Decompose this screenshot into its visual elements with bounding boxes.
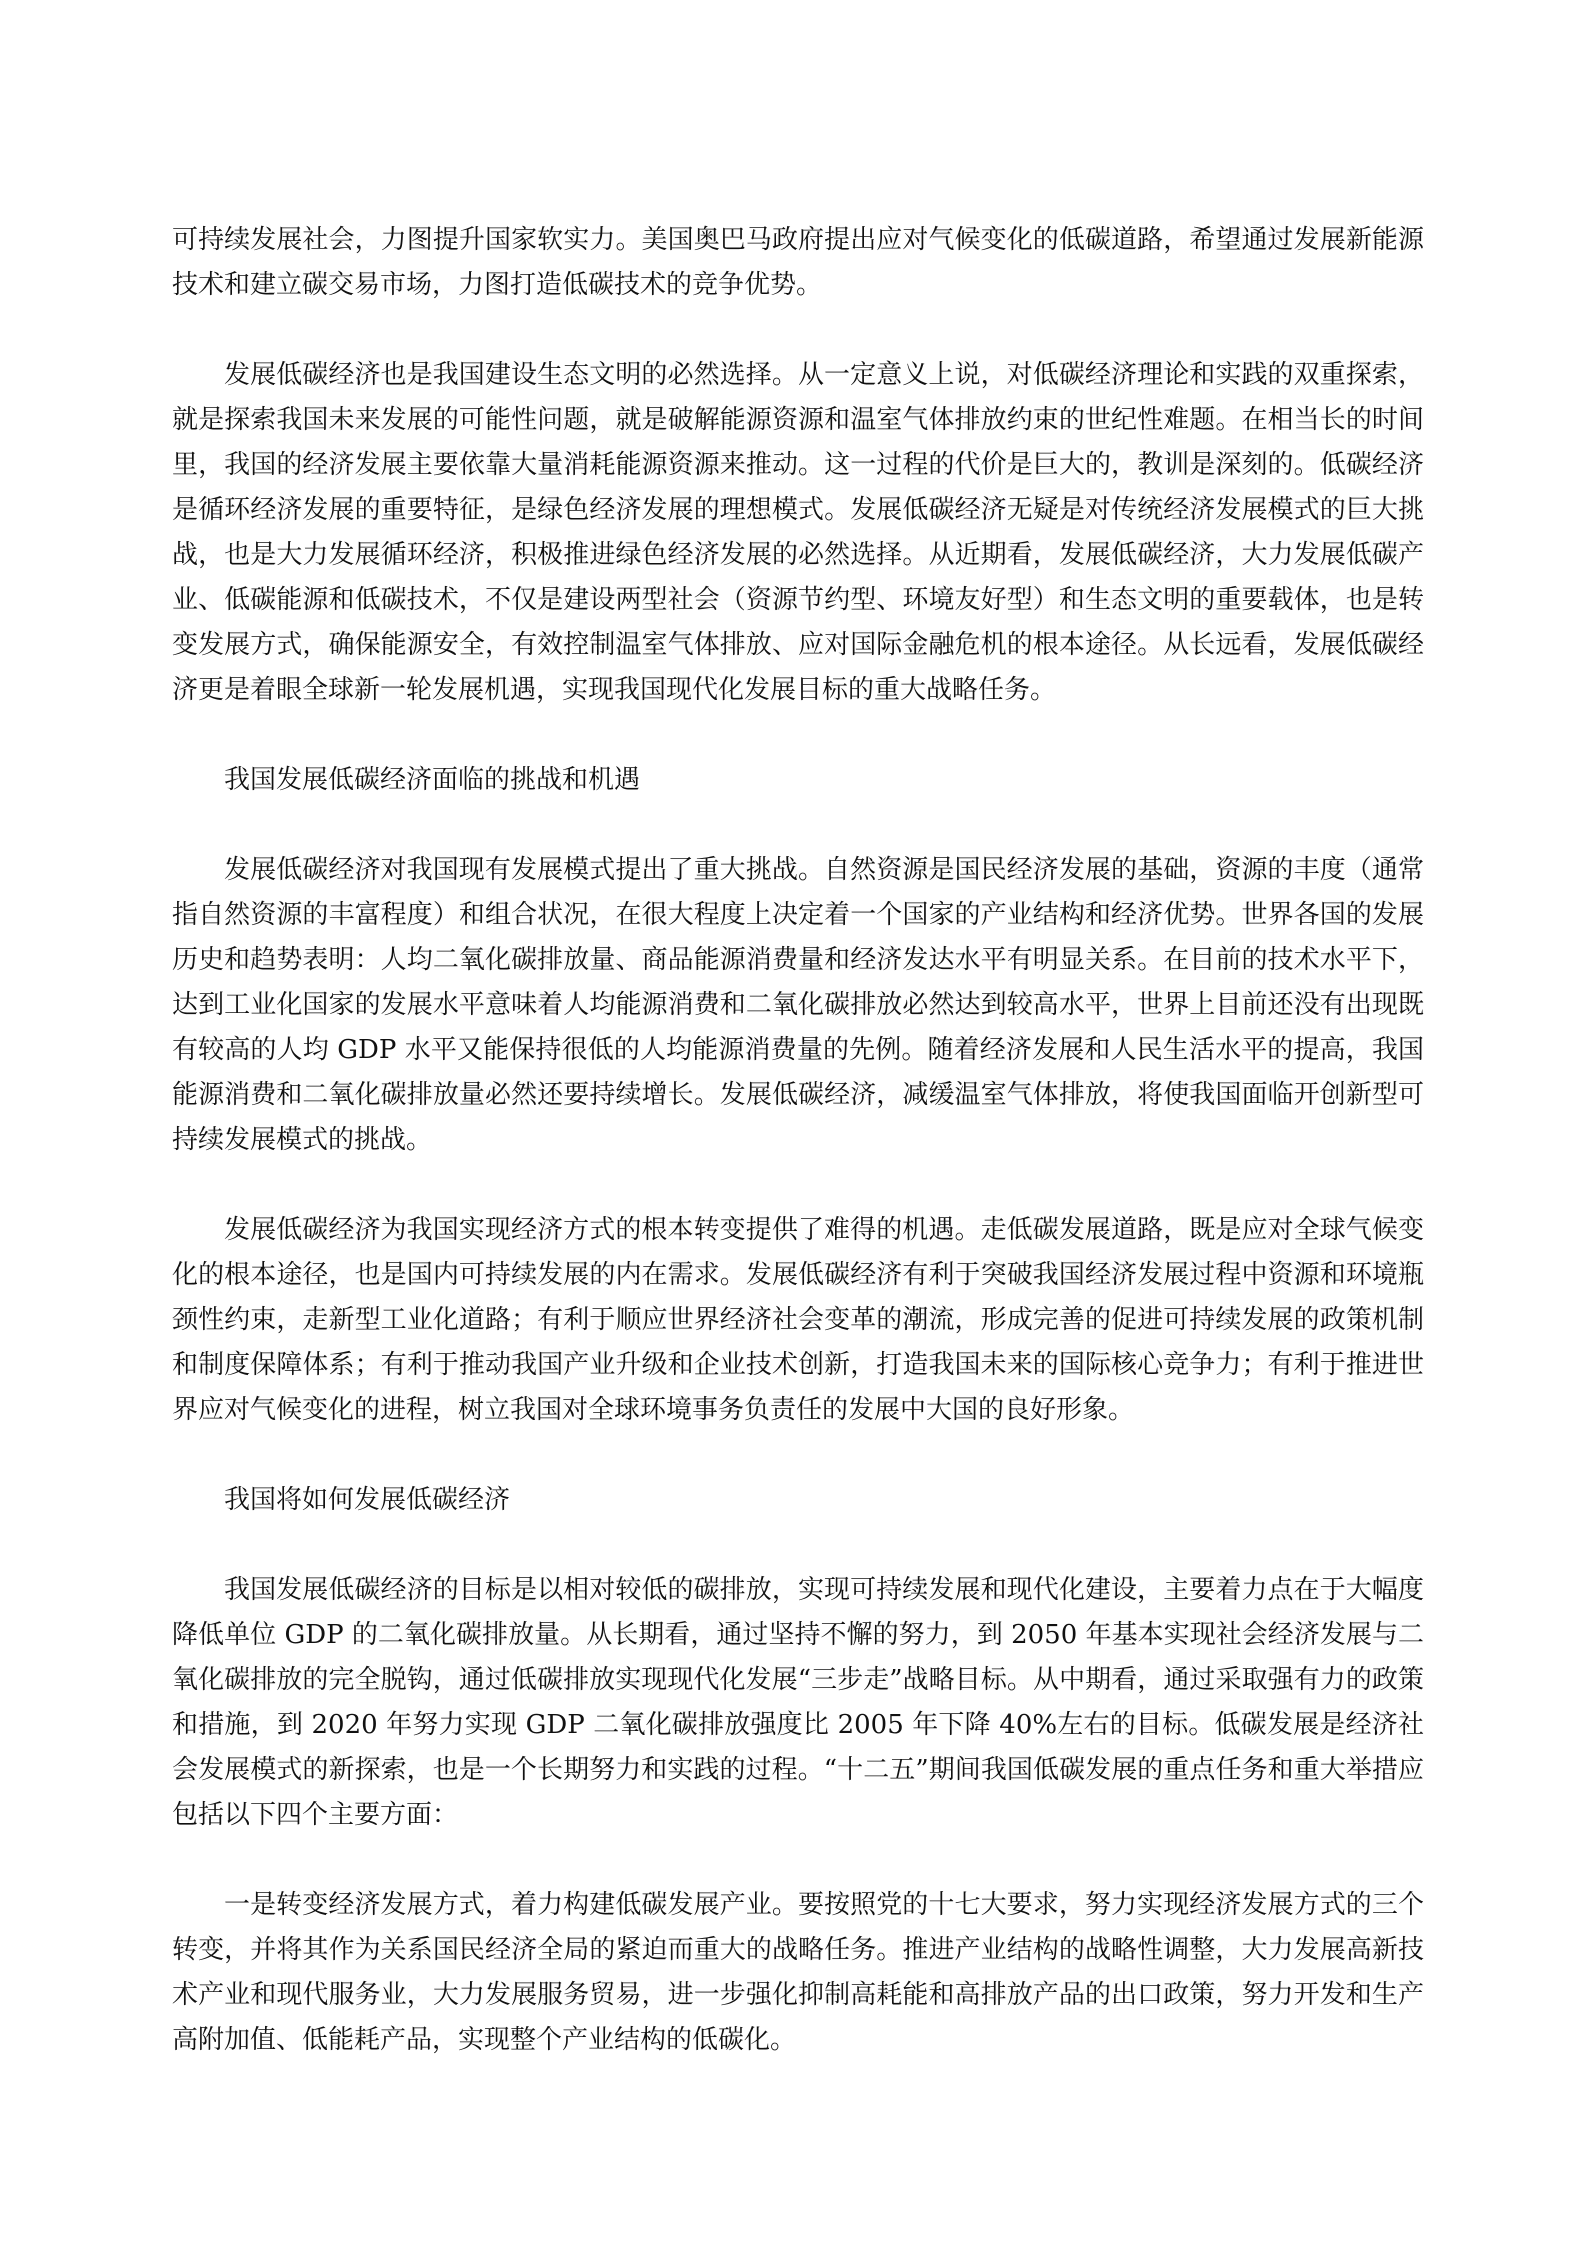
paragraph-goals: 我国发展低碳经济的目标是以相对较低的碳排放，实现可持续发展和现代化建设，主要着力点在于大幅度降低单位 GDP 的二氧化碳排放量。从长期看，通过坚持不懈的努力，到 2050 年基本实现社会经济发展与二氧化碳排放的完全脱钩，通过低碳排放实现现代化发展“三步走”战略目标。从中期看，通过采取强有力的政策和措施，到 2020 年努力实现 GDP 二氧化碳排放强度比 2005 年下降 40%左右的目标。低碳发展是经济社会发展模式的新探索，也是一个长期努力和实践的过程。“十二五”期间我国低碳发展的重点任务和重大举措应包括以下四个主要方面： xyxy=(172,1575,1424,1830)
section-heading-how-to-develop: 我国将如何发展低碳经济 xyxy=(224,1485,511,1515)
document-body xyxy=(172,218,1424,2108)
paragraph-opportunities: 发展低碳经济为我国实现经济方式的根本转变提供了难得的机遇。走低碳发展道路，既是应对全球气候变化的根本途径，也是国内可持续发展的内在需求。发展低碳经济有利于突破我国经济发展过程中资源和环境瓶颈性约束，走新型工业化道路；有利于顺应世界经济社会变革的潮流，形成完善的促进可持续发展的政策机制和制度保障体系；有利于推动我国产业升级和企业技术创新，打造我国未来的国际核心竞争力；有利于推进世界应对气候变化的进程，树立我国对全球环境事务负责任的发展中大国的良好形象。 xyxy=(172,1215,1424,1425)
paragraph-first-measure: 一是转变经济发展方式，着力构建低碳发展产业。要按照党的十七大要求，努力实现经济发展方式的三个转变，并将其作为关系国民经济全局的紧迫而重大的战略任务。推进产业结构的战略性调整，大力发展高新技术产业和现代服务业，大力发展服务贸易，进一步强化抑制高耗能和高排放产品的出口政策，努力开发和生产高附加值、低能耗产品，实现整个产业结构的低碳化。 xyxy=(172,1890,1424,2055)
paragraph-ecological-civilization: 发展低碳经济也是我国建设生态文明的必然选择。从一定意义上说，对低碳经济理论和实践的双重探索，就是探索我国未来发展的可能性问题，就是破解能源资源和温室气体排放约束的世纪性难题。在相当长的时间里，我国的经济发展主要依靠大量消耗能源资源来推动。这一过程的代价是巨大的，教训是深刻的。低碳经济是循环经济发展的重要特征，是绿色经济发展的理想模式。发展低碳经济无疑是对传统经济发展模式的巨大挑战，也是大力发展循环经济，积极推进绿色经济发展的必然选择。从近期看，发展低碳经济，大力发展低碳产业、低碳能源和低碳技术，不仅是建设两型社会（资源节约型、环境友好型）和生态文明的重要载体，也是转变发展方式，确保能源安全，有效控制温室气体排放、应对国际金融危机的根本途径。从长远看，发展低碳经济更是着眼全球新一轮发展机遇，实现我国现代化发展目标的重大战略任务。 xyxy=(172,360,1424,705)
paragraph-continuation: 可持续发展社会，力图提升国家软实力。美国奥巴马政府提出应对气候变化的低碳道路，希望通过发展新能源技术和建立碳交易市场，力图打造低碳技术的竞争优势。 xyxy=(172,225,1424,300)
paragraph-challenges: 发展低碳经济对我国现有发展模式提出了重大挑战。自然资源是国民经济发展的基础，资源的丰度（通常指自然资源的丰富程度）和组合状况，在很大程度上决定着一个国家的产业结构和经济优势。世界各国的发展历史和趋势表明：人均二氧化碳排放量、商品能源消费量和经济发达水平有明显关系。在目前的技术水平下，达到工业化国家的发展水平意味着人均能源消费和二氧化碳排放必然达到较高水平，世界上目前还没有出现既有较高的人均 GDP 水平又能保持很低的人均能源消费量的先例。随着经济发展和人民生活水平的提高，我国能源消费和二氧化碳排放量必然还要持续增长。发展低碳经济，减缓温室气体排放，将使我国面临开创新型可持续发展模式的挑战。 xyxy=(172,855,1424,1155)
section-heading-challenges: 我国发展低碳经济面临的挑战和机遇 xyxy=(224,765,641,795)
